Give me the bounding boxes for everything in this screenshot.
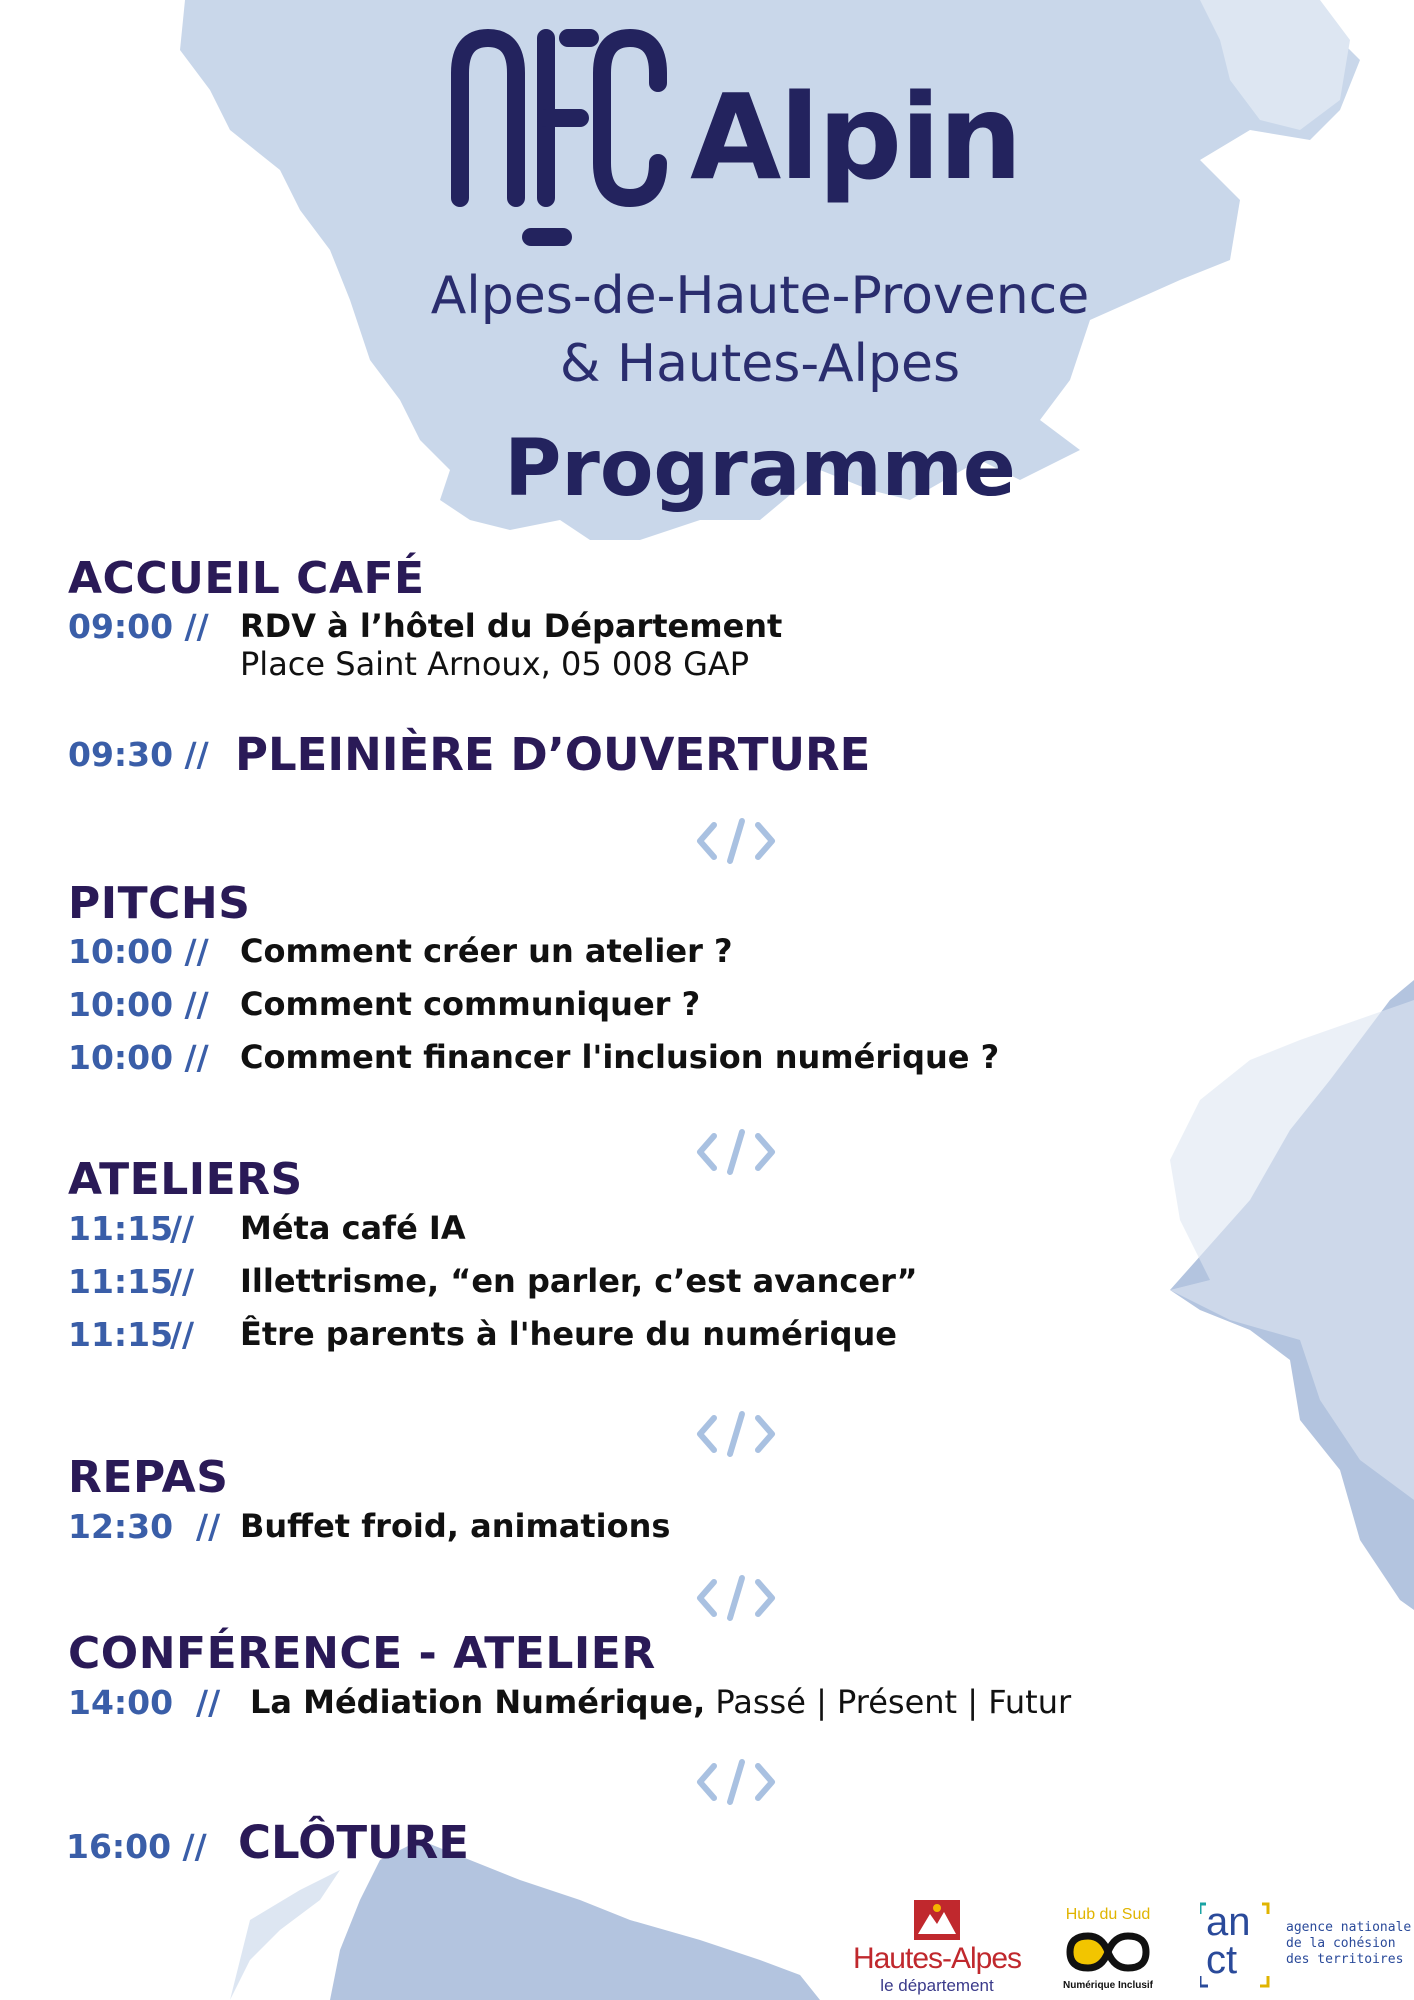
time-repas: 12:30 // (68, 1507, 221, 1546)
region-line-1: Alpes-de-Haute-Provence (430, 266, 1090, 326)
section-pitchs-title: PITCHS (68, 878, 251, 929)
hautes-alpes-sub: le département (880, 1976, 994, 1995)
section-accueil-title: ACCUEIL CAFÉ (68, 553, 425, 604)
hub-sub: Numérique Inclusif (1062, 1980, 1153, 1991)
time-conference: 14:00 // (68, 1683, 221, 1722)
hautes-alpes-logo (842, 1900, 1032, 1996)
time-atelier-1: 11:15 (68, 1209, 174, 1248)
conference-label-light: Passé | Présent | Futur (705, 1683, 1072, 1721)
time-atelier-3: 11:15 (68, 1315, 174, 1354)
hautes-alpes-emblem-icon (914, 1900, 960, 1940)
anct-desc-1: agence nationale (1286, 1920, 1412, 1935)
map-shape-right-light (1170, 1000, 1414, 1500)
cloture-title: CLÔTURE (238, 1816, 469, 1869)
code-bracket-icon (694, 1408, 778, 1460)
accueil-address: Place Saint Arnoux, 05 008 GAP (240, 645, 750, 683)
repas-item: Buffet froid, animations (240, 1507, 671, 1545)
time-pitch-2: 10:00 // (68, 985, 209, 1024)
region-line-2: & Hautes-Alpes (559, 334, 961, 394)
section-ateliers-title: ATELIERS (68, 1154, 303, 1205)
code-bracket-icon (694, 1126, 778, 1178)
section-conference-title: CONFÉRENCE - ATELIER (68, 1628, 656, 1679)
map-shape-bottom-light (230, 1870, 340, 2000)
atelier-item-2: Illettrisme, “en parler, c’est avancer” (240, 1262, 918, 1300)
hub-title: Hub du Sud (1065, 1906, 1151, 1923)
time-pitch-1: 10:00 // (68, 932, 209, 971)
pleniere-title: PLEINIÈRE D’OUVERTURE (235, 728, 871, 781)
hautes-alpes-name: Hautes-Alpes (852, 1942, 1022, 1975)
logo-alpin-text: Alpin (690, 68, 1021, 206)
time-atelier-2: 11:15 (68, 1262, 174, 1301)
section-repas-title: REPAS (68, 1452, 229, 1503)
sep-atelier-3: // (170, 1315, 195, 1354)
time-pitch-3: 10:00 // (68, 1038, 209, 1077)
programme-title: Programme (504, 424, 1016, 514)
atelier-item-1: Méta café IA (240, 1209, 466, 1247)
accueil-item: RDV à l’hôtel du Département (240, 607, 783, 645)
time-accueil: 09:00 // (68, 607, 209, 646)
anct-line-2: ct (1206, 1938, 1238, 1982)
pitch-item-2: Comment communiquer ? (240, 985, 701, 1023)
nec-logo (450, 28, 680, 258)
anct-description (1286, 1920, 1411, 1968)
code-bracket-icon (694, 815, 778, 867)
atelier-item-3: Être parents à l'heure du numérique (240, 1315, 897, 1353)
conference-item (250, 1683, 1072, 1721)
hub-du-sud-logo (1048, 1906, 1168, 1996)
sep-atelier-1: // (170, 1209, 195, 1248)
time-cloture: 16:00 // (66, 1827, 207, 1866)
code-bracket-icon (694, 1572, 778, 1624)
pitch-item-1: Comment créer un atelier ? (240, 932, 733, 970)
anct-desc-2: de la cohésion (1286, 1936, 1396, 1951)
hub-infinity-icon (1058, 1928, 1158, 1976)
anct-bracket-icon (1200, 1900, 1270, 1990)
anct-logo (1200, 1900, 1414, 1996)
anct-desc-3: des territoires (1286, 1952, 1404, 1967)
pitch-item-3: Comment financer l'inclusion numérique ? (240, 1038, 1000, 1076)
code-bracket-icon (694, 1756, 778, 1808)
time-pleniere: 09:30 // (68, 735, 209, 774)
anct-line-1: an (1206, 1900, 1251, 1944)
sep-atelier-2: // (170, 1262, 195, 1301)
conference-label-bold: La Médiation Numérique, (250, 1683, 706, 1721)
